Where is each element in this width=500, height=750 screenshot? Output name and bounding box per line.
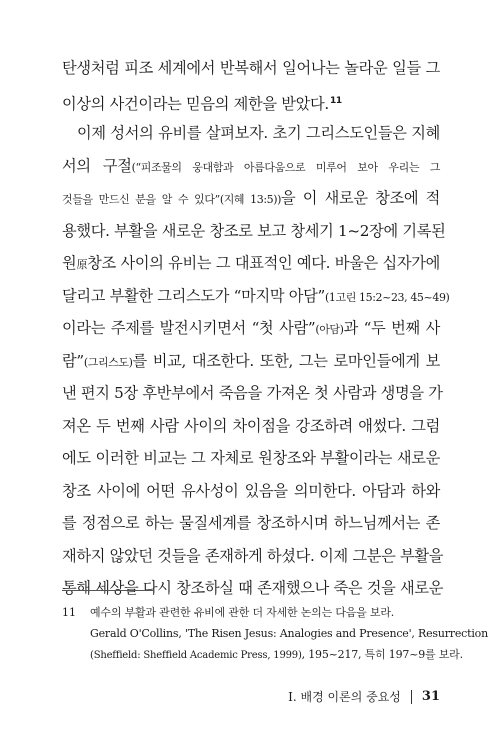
body-line: 에도 이러한 비교는 그 자체로 원창조와 부활이라는 새로운 <box>62 449 440 467</box>
footnote-reference[interactable]: 11 <box>329 95 342 106</box>
footnote-text: 예수의 부활과 관련한 유비에 관한 더 자세한 논의는 다음을 보라. <box>90 606 395 619</box>
body-text <box>62 52 450 605</box>
body-line: 서의 구절(“피조물의 웅대함과 아름다움으로 미루어 보아 우리는 그 <box>62 156 440 175</box>
body-line: 통해 세상을 다시 창조하실 때 존재했으나 죽은 것을 새로운 <box>62 579 444 597</box>
body-line: 이제 성서의 유비를 살펴보자. 초기 그리스도인들은 지혜 <box>77 124 440 142</box>
body-line: 재하지 않았던 것들을 존재하게 하셨다. 이제 그분은 부활을 <box>62 546 444 565</box>
body-line: 용했다. 부활을 새로운 창조로 보고 창세기 1~2장에 기록된 <box>62 221 446 240</box>
page-number: 31 <box>421 689 440 704</box>
body-line: 이상의 사건이라는 믿음의 제한을 받았다.$^{11}$ <box>62 94 342 113</box>
footnote-citation: Gerald O'Collins, 'The Risen Jesus: Analogies and Presence', Resurrection <box>90 627 488 640</box>
footnote-divider <box>62 590 154 591</box>
footnote-number: 11 <box>62 606 76 619</box>
body-line: 것들을 만드신 분을 알 수 있다”(지혜 13:5))을 이 새로운 창조에 적 <box>62 189 441 207</box>
body-line: 달리고 부활한 그리스도가 “마지막 아담”(1고린 15:2~23, 45~49) <box>62 286 450 305</box>
footnote <box>62 602 488 666</box>
footnote-row <box>62 602 442 623</box>
body-line: 원原창조 사이의 유비는 그 대표적인 예다. 바울은 십자가에 <box>62 254 440 272</box>
body-line: 창조 사이에 어떤 유사성이 있음을 의미한다. 아담과 하와 <box>62 481 440 500</box>
body-line: 를 정점으로 하는 물질세계를 창조하시며 하느님께서는 존 <box>62 514 440 532</box>
chapter-title: I. 배경 이론의 중요성 <box>288 690 401 704</box>
body-line: 져온 두 번째 사람 사이의 차이점을 강조하려 애썼다. 그럼 <box>62 416 440 435</box>
body-line: 낸 편지 5장 후반부에서 죽음을 가져온 첫 사람과 생명을 가 <box>62 384 443 402</box>
footer-separator <box>411 690 412 704</box>
body-line: 이라는 주제를 발전시키면서 “첫 사람”(아담)과 “두 번째 사 <box>62 319 440 337</box>
body-line: 람”(그리스도)를 비교, 대조한다. 또한, 그는 로마인들에게 보 <box>62 351 440 370</box>
footnote-publication: (Sheffield: Sheffield Academic Press, 1999), 195~217, 특히 197~9를 보라. <box>90 648 463 661</box>
body-line: 탄생처럼 피조 세계에서 반복해서 일어나는 놀라운 일들 그 <box>62 59 440 77</box>
page-footer <box>288 688 440 705</box>
